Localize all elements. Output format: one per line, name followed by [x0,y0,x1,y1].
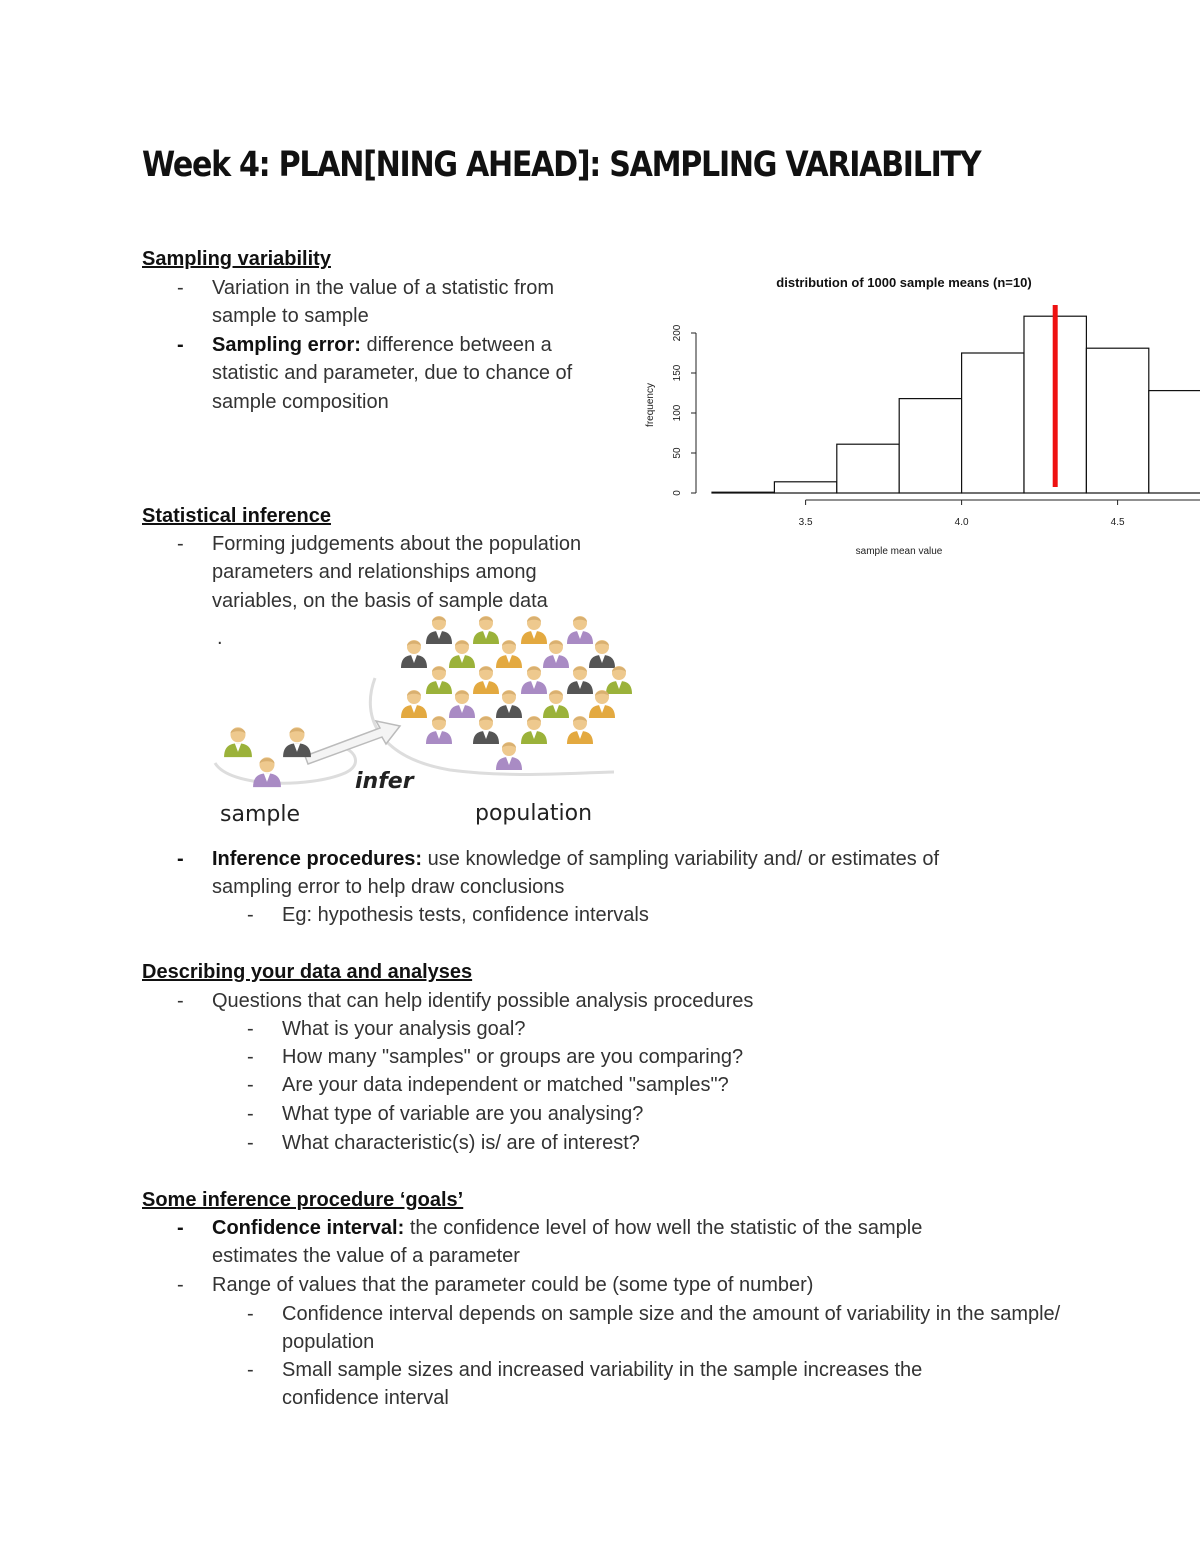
person-icon [283,727,311,757]
item-text: Forming judgements about the population parameters and relationships among variables, on the basis of sample data [212,533,582,612]
person-icon [224,727,252,757]
list-item: - Variation in the value of a statistic from sample to sample [177,277,555,328]
person-icon [496,742,522,770]
list-item: - Inference procedures: use knowledge of sampling variability and/ or estimates of sampling error to help draw conclusions [177,848,940,899]
person-icon [589,640,615,668]
person-icon [473,666,499,694]
chart-title: distribution of 1000 sample means (n=10) [776,275,1032,290]
list-item: - Sampling error: difference between a statistic and parameter, due to chance of sample composition [177,334,573,413]
person-icon [426,666,452,694]
y-tick-label: 100 [672,404,683,422]
list-item: - Forming judgements about the population parameters and relationships among variables, on the basis of sample data [177,533,582,612]
histogram-bar [899,399,961,493]
population-people [401,616,632,770]
person-icon [521,666,547,694]
page-title: Week 4: PLAN[NING AHEAD]: SAMPLING VARIABILITY [142,145,981,185]
person-icon [496,640,522,668]
person-icon [543,640,569,668]
chart-x-label: sample mean value [855,546,943,557]
x-tick-label: 4.0 [954,517,969,528]
person-icon [589,690,615,718]
item-text: Eg: hypothesis tests, confidence intervals [282,904,649,926]
term-confidence-interval: Confidence interval: [212,1217,405,1239]
histogram-bar [962,353,1024,493]
item-text: Small sample sizes and increased variability in the sample increases the confidence interval [282,1359,923,1410]
list-item: - Confidence interval depends on sample size and the amount of variability in the sample/ population [247,1303,1061,1354]
item-text: Variation in the value of a statistic from sample to sample [212,277,555,328]
term-sampling-error: Sampling error: [212,334,361,356]
item-text: Are your data independent or matched "samples"? [282,1074,729,1096]
list-item: - Small sample sizes and increased variability in the sample increases the confidence interval [247,1359,923,1410]
person-icon [449,690,475,718]
term-inference-procedures: Inference procedures: [212,848,423,870]
histogram-bar [712,492,774,493]
person-icon [543,690,569,718]
person-icon [401,640,427,668]
item-text: How many "samples" or groups are you comparing? [282,1046,744,1068]
histogram-bar [1149,391,1200,493]
item-text: What is your analysis goal? [282,1018,526,1040]
y-tick-label: 50 [672,447,683,459]
item-text: the confidence level of how well the statistic of the sample estimates the value of a parameter [212,1217,923,1268]
person-icon [567,666,593,694]
person-icon [473,616,499,644]
item-text: Range of values that the parameter could be (some type of number) [212,1274,814,1296]
population-label: population [475,801,593,826]
item-text: difference between a statistic and parameter, due to chance of sample composition [212,334,573,413]
infer-arrow-icon [305,721,400,764]
y-tick-label: 150 [672,364,683,382]
person-icon [496,690,522,718]
histogram-chart [635,265,1125,565]
heading-statistical-inference: Statistical inference [142,505,331,527]
sample-label: sample [220,802,300,827]
infer-label: infer [355,769,414,794]
person-icon [567,616,593,644]
person-icon [449,640,475,668]
item-text: Questions that can help identify possible analysis procedures [212,990,754,1012]
list-item: - Are your data independent or matched "samples"? [247,1074,729,1096]
item-text: Confidence interval depends on sample size and the amount of variability in the sample/ population [282,1303,1061,1354]
histogram-bar [837,444,899,493]
x-tick-label: 4.5 [1110,517,1125,528]
person-icon [606,666,632,694]
person-icon [426,716,452,744]
x-tick-label: 3.5 [798,517,813,528]
list-item: - What characteristic(s) is/ are of interest? [247,1132,640,1154]
y-tick-label: 200 [672,324,683,342]
histogram-bar [774,482,836,493]
list-item: - Range of values that the parameter could be (some type of number) [177,1274,814,1296]
person-icon [567,716,593,744]
person-icon [401,690,427,718]
chart-y-label: frequency [645,383,656,427]
person-icon [473,716,499,744]
list-item: - Confidence interval: the confidence level of how well the statistic of the sample estimates the value of a parameter [177,1217,923,1268]
histogram-bar [1086,348,1148,493]
heading-inference-goals: Some inference procedure ‘goals’ [142,1189,464,1211]
list-item: - What type of variable are you analysing? [247,1103,644,1125]
person-icon [426,616,452,644]
heading-sampling-variability: Sampling variability [142,248,331,270]
heading-describing-data: Describing your data and analyses [142,961,473,983]
y-tick-label: 0 [672,490,683,496]
person-icon [521,716,547,744]
inference-illustration [210,608,620,828]
item-text: use knowledge of sampling variability and/ or estimates of sampling error to help draw conclusions [212,848,940,899]
item-text: What characteristic(s) is/ are of interest? [282,1132,640,1154]
list-item: - Eg: hypothesis tests, confidence intervals [247,904,649,926]
person-icon [253,757,281,787]
list-item: - Questions that can help identify possible analysis procedures [177,990,754,1012]
stray-mark: . [217,627,223,649]
person-icon [521,616,547,644]
list-item: - What is your analysis goal? [247,1018,526,1040]
list-item: - How many "samples" or groups are you comparing? [247,1046,744,1068]
item-text: What type of variable are you analysing? [282,1103,644,1125]
